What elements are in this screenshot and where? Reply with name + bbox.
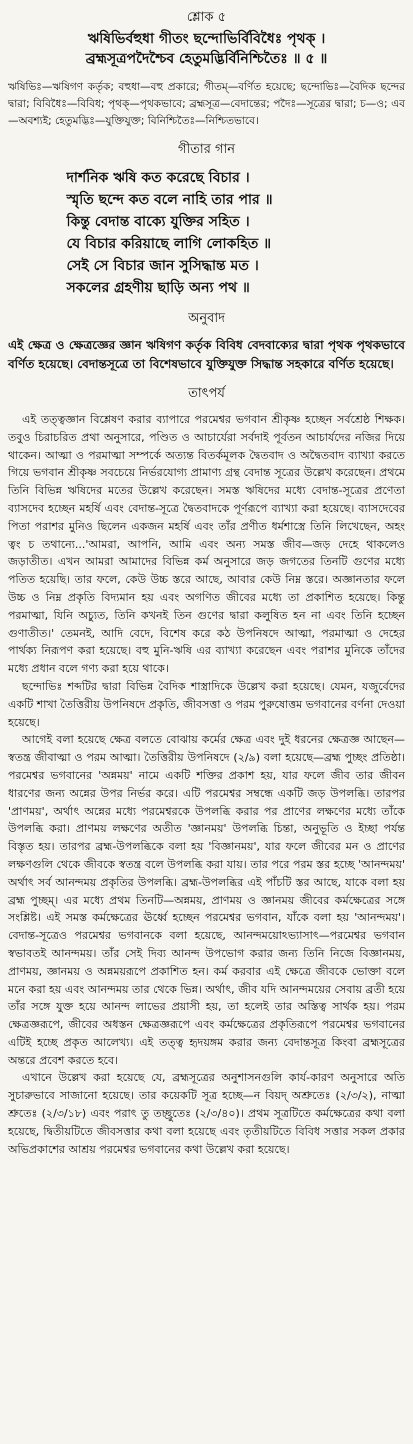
synonyms-block xyxy=(8,79,405,130)
synonyms-text: ঋষিভিঃ—ঋষিগণ কর্তৃক; বহুধা—বহু প্রকারে; গীতম্—বর্ণিত হয়েছে; ছন্দোভিঃ—বৈদিক ছন্দের দ্বারা; বিবিধৈঃ—বিবিধ; পৃথক্—পৃথকভাবে; ব্রহ্মসূত্র—বেদান্তের; পদৈঃ—সূত্রের দ্বারা; চ—ও; এব—অবশ্যই; হেতুমদ্ভিঃ—যুক্তিযুক্ত; বিনিশ্চিতৈঃ—নিশ্চিতভাবে। xyxy=(8,81,405,127)
song-line: সকলের গ্রহণীয় ছাড়ি অন্য পথ ॥ xyxy=(66,280,250,296)
song-line: যে বিচার করিয়াছে লাগি লোকহিত ॥ xyxy=(66,236,272,252)
purport-paragraph: এখানে উল্লেখ করা হয়েছে যে, ব্রহ্মসূত্রের অনুশাসনগুলি কার্য-কারণ অনুসারে অতি সুচারুভাবে সাজানো হয়েছে। তার কয়েকটি সূত্র হচ্ছে—ন বিয়দ্ অশ্রুতেঃ (২/৩/২), নাত্মা শ্রুতেঃ (২/৩/১৮) এবং পরাৎ তু তচ্ছ্রুতেঃ (২/৩/৪০)। প্রথম সূত্রটিতে কর্মক্ষেত্রের কথা বলা হয়েছে, দ্বিতীয়টিতে জীবসত্তার কথা বলা হয়েছে এবং তৃতীয়টিতে বিবিধ সত্তার সকল প্রকার অভিপ্রকাশের আশ্রয় পরমেশ্বর ভগবানের কথা উল্লেখ করা হয়েছে। xyxy=(8,1071,405,1156)
song-verses xyxy=(67,167,347,299)
purport-heading: তাৎপর্য xyxy=(188,386,225,401)
song-line: স্মৃতি ছন্দে কত বলে নাহি তার পার ॥ xyxy=(66,192,273,208)
song-line: দার্শনিক ঋষি কত করেছে বিচার । xyxy=(66,170,250,186)
verse-line: ঋষিভির্বহুধা গীতং ছন্দোভির্বিবিধৈঃ পৃথক্ । xyxy=(87,31,326,47)
purport-paragraph: এই তত্ত্বজ্ঞান বিশ্লেষণ করার ব্যাপারে পরমেশ্বর ভগবান শ্রীকৃষ্ণ হচ্ছেন সর্বশ্রেষ্ঠ শিক্ষক। তবুও চিরাচরিত প্রথা অনুসারে, পণ্ডিত ও আচার্যেরা সর্বদাই পূর্বতন আচার্যদের নজির দিয়ে থাকেন। আত্মা ও পরমাত্মা সম্পর্কে অত্যন্ত বিতর্কমূলক দ্বৈতবাদ ও অদ্বৈতবাদ ব্যাখ্যা করতে গিয়ে ভগবান শ্রীকৃষ্ণ সবচেয়ে নির্ভরযোগ্য প্রামাণ্য গ্রন্থ বেদান্ত সূত্রের উল্লেখ করেছেন। প্রথমে তিনি বিভিন্ন ঋষিদের মতের উল্লেখ করেছেন। সমস্ত ঋষিদের মধ্যে বেদান্ত-সূত্রের প্রণেতা ব্যাসদেব হচ্ছেন মহর্ষি এবং বেদান্ত-সূত্রে দ্বৈতবাদকে পূর্ণরূপে ব্যাখ্যা করা হয়েছে। ব্যাসদেবের পিতা পরাশর মুনিও ছিলেন একজন মহর্ষি এবং তাঁর প্রণীত ধর্মশাস্ত্রে তিনি লিখেছেন, অহং ত্বং চ তথান্যে...'আমরা, আপনি, আমি এবং অন্য সমস্ত জীব—জড় দেহে থাকলেও জড়াতীত। এখন আমরা আমাদের বিভিন্ন কর্ম অনুসারে জড় জগতের তিনটি গুণের মধ্যে পতিত হয়েছি। তার ফলে, কেউ উচ্চ স্তরে আছে, আবার কেউ নিম্ন স্তরে। অজ্ঞানতার ফলে উচ্চ ও নিম্ন প্রকৃতি বিদ্যমান হয় এবং অগণিত জীবের মধ্যে তা প্রকাশিত হয়েছে। কিন্তু পরমাত্মা, যিনি অচ্যুত, তিনি কখনই তিন গুণের দ্বারা কলুষিত হন না এবং তিনি হচ্ছেন গুণাতীত।' তেমনই, আদি বেদে, বিশেষ করে কঠ উপনিষদে আত্মা, পরমাত্মা ও দেহের পার্থক্য নিরূপণ করা হয়েছে। বহু মুনি-ঋষি এর ব্যাখ্যা করেছেন এবং পরাশর মুনিকে তাঁদের মধ্যে প্রধান বলে গণ্য করা হয়ে থাকে। xyxy=(8,413,405,676)
song-line: কিন্তু বেদান্ত বাক্যে যুক্তির সহিত । xyxy=(66,214,250,230)
song-heading: গীতার গান xyxy=(177,142,236,157)
song-line: সেই সে বিচার জান সুসিদ্ধান্ত মত । xyxy=(66,258,259,274)
purport-paragraph: ছন্দোভিঃ শব্দটির দ্বারা বিভিন্ন বৈদিক শাস্ত্রাদিকে উল্লেখ করা হয়েছে। যেমন, যজুর্বেদের একটি শাখা তৈত্তিরীয় উপনিষদে প্রকৃতি, জীবসত্তা ও পরম পুরুষোত্তম ভগবানের বর্ণনা দেওয়া হয়েছে। xyxy=(8,679,405,729)
sloka-heading: শ্লোক ৫ xyxy=(186,10,227,25)
purport-paragraph: আগেই বলা হয়েছে ক্ষেত্র বলতে বোঝায় কর্মের ক্ষেত্র এবং দুই ধরনের ক্ষেত্রজ্ঞ আছেন—স্বতন্ত্র জীবাত্মা ও পরম আত্মা। তৈত্তিরীয় উপনিষদে (২/৯) বলা হয়েছে—ব্রহ্ম পুচ্ছং প্রতিষ্ঠা। পরমেশ্বর ভগবানের 'অন্নময়' নামে একটি শক্তির প্রকাশ হয়, যার ফলে জীব তার জীবন ধারণের জন্য অন্নের উপর নির্ভর করে। এটি পরমেশ্বর সম্বন্ধে একটি জড় উপলব্ধি। তারপর 'প্রাণময়', অর্থাৎ অন্নের মধ্যে পরমেশ্বরকে উপলব্ধি করার পর প্রাণের লক্ষণের মধ্যে তাঁকে উপলব্ধি করা। প্রাণময় লক্ষণের অতীত 'জ্ঞানময়' উপলব্ধি চিন্তা, অনুভূতি ও ইচ্ছা পর্যন্ত বিস্তৃত হয়। তারপর ব্রহ্ম-উপলব্ধিকে বলা হয় 'বিজ্ঞানময়', যার ফলে জীবের মন ও প্রাণের লক্ষণগুলি থেকে জীবকে স্বতন্ত্র বলে উপলব্ধি করা যায়। তার পরে পরম স্তর হচ্ছে 'আনন্দময়' অর্থাৎ সর্ব আনন্দময় প্রকৃতির উপলব্ধি। ব্রহ্ম-উপলব্ধির এই পাঁচটি স্তর আছে, যাকে বলা হয় ব্রহ্ম পুচ্ছম্। এর মধ্যে প্রথম তিনটি—অন্নময়, প্রাণময় ও জ্ঞানময় জীবের কর্মক্ষেত্রের সঙ্গে সংশ্লিষ্ট। এই সমস্ত কর্মক্ষেত্রের ঊর্ধ্বে হচ্ছেন পরমেশ্বর ভগবান, যাঁকে বলা হয় 'আনন্দময়'। বেদান্ত-সূত্রেও পরমেশ্বর ভগবানকে বলা হয়েছে, আনন্দময়োঽভ্যাসাৎ—পরমেশ্বর ভগবান স্বভাবতই আনন্দময়। তাঁর সেই দিব্য আনন্দ উপভোগ করার জন্য তিনি নিজে বিজ্ঞানময়, প্রাণময়, জ্ঞানময় ও অন্নময়রূপে প্রকাশিত হন। কর্ম করবার এই ক্ষেত্রে জীবকে ভোক্তা বলে মনে করা হয় এবং আনন্দময় তার থেকে ভিন্ন। অর্থাৎ, জীব যদি আনন্দময়ের সেবায় ব্রতী হয়ে তাঁর সঙ্গে যুক্ত হয়ে আনন্দ লাভের প্রয়াসী হয়, তা হলেই তার অস্তিত্ব সার্থক হয়। পরম ক্ষেত্রজ্ঞরূপে, জীবের অধস্তন ক্ষেত্রজ্ঞরূপে এবং কর্মক্ষেত্রের প্রকৃতিরূপে পরমেশ্বর ভগবানের এটিই হচ্ছে প্রকৃত আলেখ্য। এই তত্ত্ব হৃদয়ঙ্গম করার জন্য বেদান্তসূত্র কিংবা ব্রহ্মসূত্রের অন্তরে প্রবেশ করতে হবে। xyxy=(8,733,405,1067)
translation-heading: অনুবাদ xyxy=(188,311,225,326)
translation-text: এই ক্ষেত্র ও ক্ষেত্রজ্ঞের জ্ঞান ঋষিগণ কর্তৃক বিবিধ বেদবাক্যের দ্বারা পৃথক পৃথকভাবে বর্ণিত হয়েছে। বেদান্তসূত্রে তা বিশেষভাবে যুক্তিযুক্ত সিদ্ধান্ত সহকারে বর্ণিত হয়েছে। xyxy=(8,338,405,371)
purport-body xyxy=(8,411,405,1158)
verse-line: ব্রহ্মসূত্রপদৈশ্চৈব হেতুমদ্ভির্বিনিশ্চিতৈঃ ॥ ৫ ॥ xyxy=(85,51,328,67)
sanskrit-verse xyxy=(8,29,405,69)
